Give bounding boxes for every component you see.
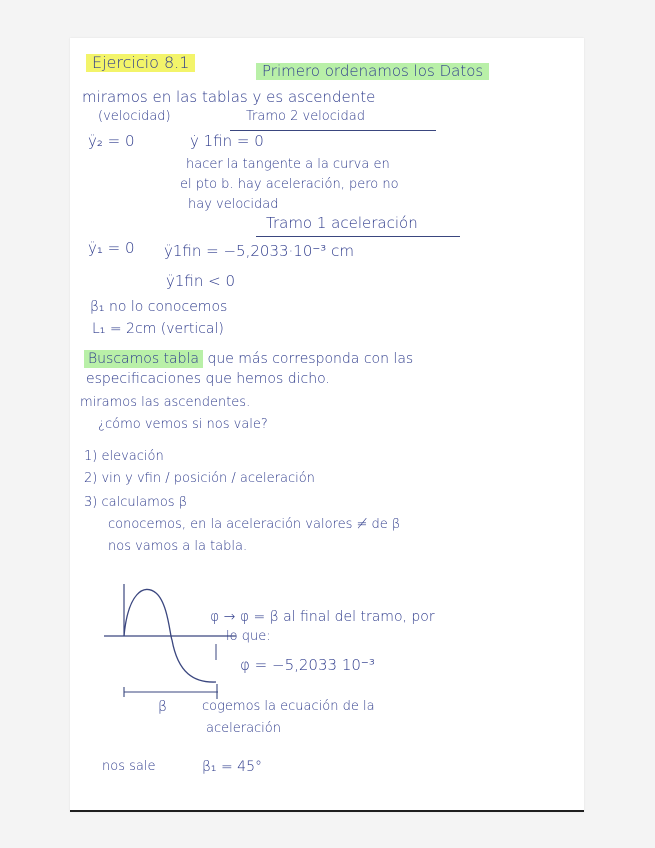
text-line: nos sale [102, 759, 156, 774]
list-item: 2) vin y vfin / posición / aceleración [84, 471, 315, 486]
result-equation: β₁ = 45° [202, 759, 262, 775]
highlighted-text: Buscamos tabla [84, 350, 203, 368]
equation: ÿ1fin = −5,2033·10⁻³ cm [164, 242, 354, 260]
list-item: 3) calculamos β [84, 495, 187, 510]
section-heading: Primero ordenamos los Datos [256, 63, 489, 80]
text-line: nos vamos a la tabla. [108, 539, 248, 554]
section-label: Tramo 2 velocidad [246, 109, 365, 124]
text-line: (velocidad) [98, 109, 171, 124]
text-line: conocemos, en la aceleración valores ≠ de β [108, 517, 401, 532]
text-line: L₁ = 2cm (vertical) [92, 321, 224, 337]
section-label: Tramo 1 aceleración [266, 214, 418, 232]
section-underline [230, 130, 436, 131]
equation: ÿ1fin < 0 [166, 272, 236, 290]
text-line: especificaciones que hemos dicho. [86, 371, 330, 387]
acceleration-sketch [98, 578, 248, 718]
text-line: miramos las ascendentes. [80, 395, 251, 410]
text-line [84, 352, 413, 366]
list-item: 1) elevación [84, 449, 164, 464]
equation: ÿ₁ = 0 [88, 239, 135, 257]
text-line: que más corresponda con las [207, 351, 414, 367]
text-line: ¿cómo vemos si nos vale? [98, 417, 268, 432]
text-line: miramos en las tablas y es ascendente [82, 88, 376, 106]
text-line: aceleración [206, 721, 281, 736]
text-line: hay velocidad [188, 197, 279, 212]
equation: φ = −5,2033 10⁻³ [240, 656, 375, 674]
exercise-title: Ejercicio 8.1 [86, 54, 195, 72]
text-line: φ → φ = β al final del tramo, por [210, 609, 435, 625]
text-line: β₁ no lo conocemos [90, 299, 228, 315]
text-line: lo que: [226, 629, 271, 644]
equation: ÿ₂ = 0 [88, 132, 135, 150]
notebook-page [70, 38, 584, 812]
text-line: cogemos la ecuación de la [202, 699, 375, 714]
text-line: el pto b. hay aceleración, pero no [180, 177, 399, 192]
equation: ẏ 1fin = 0 [190, 132, 264, 150]
text-line: hacer la tangente a la curva en [186, 157, 390, 172]
beta-label: β [158, 699, 167, 715]
section-underline [256, 236, 460, 237]
